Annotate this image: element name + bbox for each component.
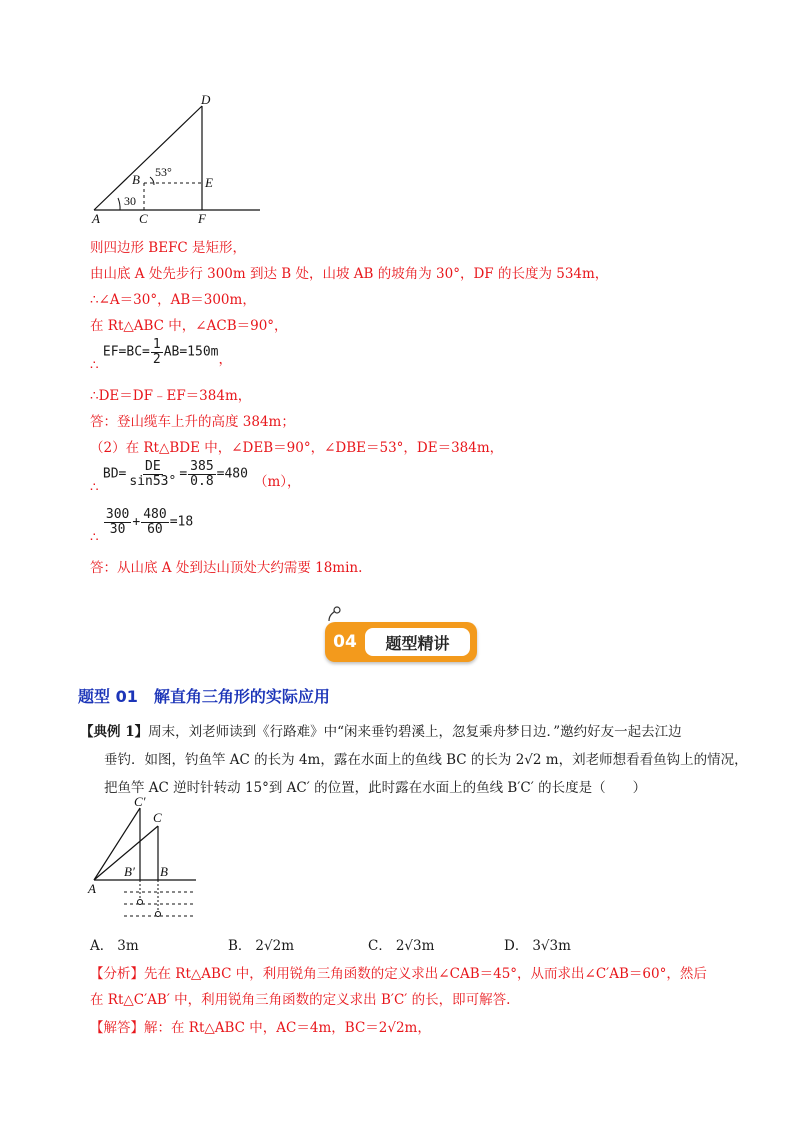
fraction-numerator: 480 <box>143 507 167 522</box>
solution-line-1: 则四边形 BEFC 是矩形， <box>90 240 247 256</box>
bd-result: =480 <box>216 466 248 482</box>
solution-line-6: ∴DE＝DF﹣EF＝384m， <box>90 388 252 404</box>
option-value: 3m <box>117 938 139 954</box>
label-B-prime: B′ <box>124 864 135 879</box>
option-a[interactable] <box>90 934 139 954</box>
fraction-denominator: 0.8 <box>190 473 214 489</box>
fraction-de-sin53 <box>127 460 178 488</box>
analysis-tag: 【分析】 <box>90 966 144 982</box>
option-c[interactable] <box>368 934 434 954</box>
example-line-1 <box>80 720 682 740</box>
solution-line-8: （2）在 Rt△BDE 中，∠DEB＝90°，∠DBE＝53°，DE＝384m， <box>90 440 504 456</box>
time-result: =18 <box>169 514 194 530</box>
fraction-numerator: 300 <box>105 507 130 522</box>
option-b[interactable] <box>228 934 294 954</box>
fraction-half <box>151 338 163 366</box>
answer-line <box>90 1016 431 1036</box>
label-A: A <box>92 211 100 226</box>
option-letter: D． <box>504 938 529 954</box>
fraction-denominator: sin53° <box>129 473 177 489</box>
example-text-1: 周末，刘老师读到《行路难》中“闲来垂钓碧溪上，忽复乘舟梦日边．”邀约好友一起去江边 <box>148 724 682 740</box>
label-C: C <box>153 810 162 825</box>
plus-sign: + <box>132 514 141 530</box>
label-A: A <box>88 881 96 896</box>
equals-sign: = <box>179 466 188 482</box>
fraction-numerator: DE <box>145 459 161 474</box>
analysis-line-1 <box>90 962 707 982</box>
option-value: 3√3m <box>532 938 571 954</box>
label-C: C <box>139 211 148 226</box>
badge-title: 题型精讲 <box>365 628 470 656</box>
solution-line-9 <box>90 460 301 496</box>
label-angle-30: 30 <box>124 194 136 208</box>
badge-number: 04 <box>333 632 357 652</box>
label-F: F <box>198 211 206 226</box>
slope-figure <box>88 92 268 227</box>
fraction-denominator: 30 <box>109 521 126 537</box>
bd-lhs: BD= <box>102 466 127 482</box>
fraction-denominator: 2 <box>152 351 161 367</box>
fraction-denominator: 60 <box>147 521 163 537</box>
solution-line-7: 答：登山缆车上升的高度 384m； <box>90 414 295 430</box>
option-d[interactable] <box>504 934 571 954</box>
solution-line-4: 在 Rt△ABC 中，∠ACB＝90°， <box>90 318 288 334</box>
solution-line-5 <box>90 338 232 374</box>
section-badge <box>325 622 477 662</box>
fishing-rod-figure <box>86 796 206 922</box>
option-value: 2√2m <box>255 938 295 954</box>
label-angle-53: 53° <box>155 165 172 179</box>
example-line-3: 把鱼竿 AC 逆时针转动 15°到 AC′ 的位置，此时露在水面上的鱼线 B′C′ 的长度是（ ） <box>104 780 647 796</box>
fraction-480-60 <box>141 508 168 536</box>
option-letter: C． <box>368 938 392 954</box>
therefore-symbol: ∴ <box>90 479 99 496</box>
option-letter: B． <box>228 938 252 954</box>
option-letter: A． <box>90 938 114 954</box>
solution-line-2: 由山底 A 处先步行 300m 到达 B 处，山坡 AB 的坡角为 30°，DF 的长度为 534m， <box>90 266 609 282</box>
label-D: D <box>201 92 211 107</box>
ef-rhs: AB=150m <box>163 344 219 360</box>
solution-line-3: ∴∠A＝30°，AB＝300m， <box>90 292 256 308</box>
label-E: E <box>205 175 213 190</box>
option-value: 2√3m <box>395 938 435 954</box>
answer-tag: 【解答】 <box>90 1020 144 1036</box>
ef-lhs: EF=BC= <box>102 344 150 360</box>
therefore-symbol: ∴ <box>90 357 99 374</box>
therefore-symbol: ∴ <box>90 529 99 546</box>
label-C-prime: C′ <box>134 796 146 809</box>
analysis-text-1: 先在 Rt△ABC 中，利用锐角三角函数的定义求出∠CAB＝45°，从而求出∠C′AB＝60°，然后 <box>144 966 707 982</box>
unit-m: （m）， <box>253 473 301 490</box>
example-line-2: 垂钓．如图，钓鱼竿 AC 的长为 4m，露在水面上的鱼线 BC 的长为 2√2 m，刘老师想看看鱼钩上的情况， <box>104 752 748 768</box>
section-heading: 题型 01 解直角三角形的实际应用 <box>78 687 330 706</box>
solution-line-10 <box>90 508 193 546</box>
example-tag: 【典例 1】 <box>80 724 149 740</box>
analysis-line-2: 在 Rt△C′AB′ 中，利用锐角三角函数的定义求出 B′C′ 的长，即可解答. <box>90 992 511 1008</box>
answer-text: 解：在 Rt△ABC 中，AC＝4m，BC＝2√2m， <box>144 1020 431 1036</box>
fraction-300-30 <box>104 508 131 536</box>
comma: ， <box>218 351 232 368</box>
fraction-numerator: 1 <box>152 337 161 352</box>
label-B: B <box>160 864 168 879</box>
fraction-385-08 <box>188 460 215 488</box>
solution-line-11: 答：从山底 A 处到达山顶处大约需要 18min. <box>90 560 363 576</box>
fraction-numerator: 385 <box>190 459 214 474</box>
label-B: B <box>132 172 140 187</box>
